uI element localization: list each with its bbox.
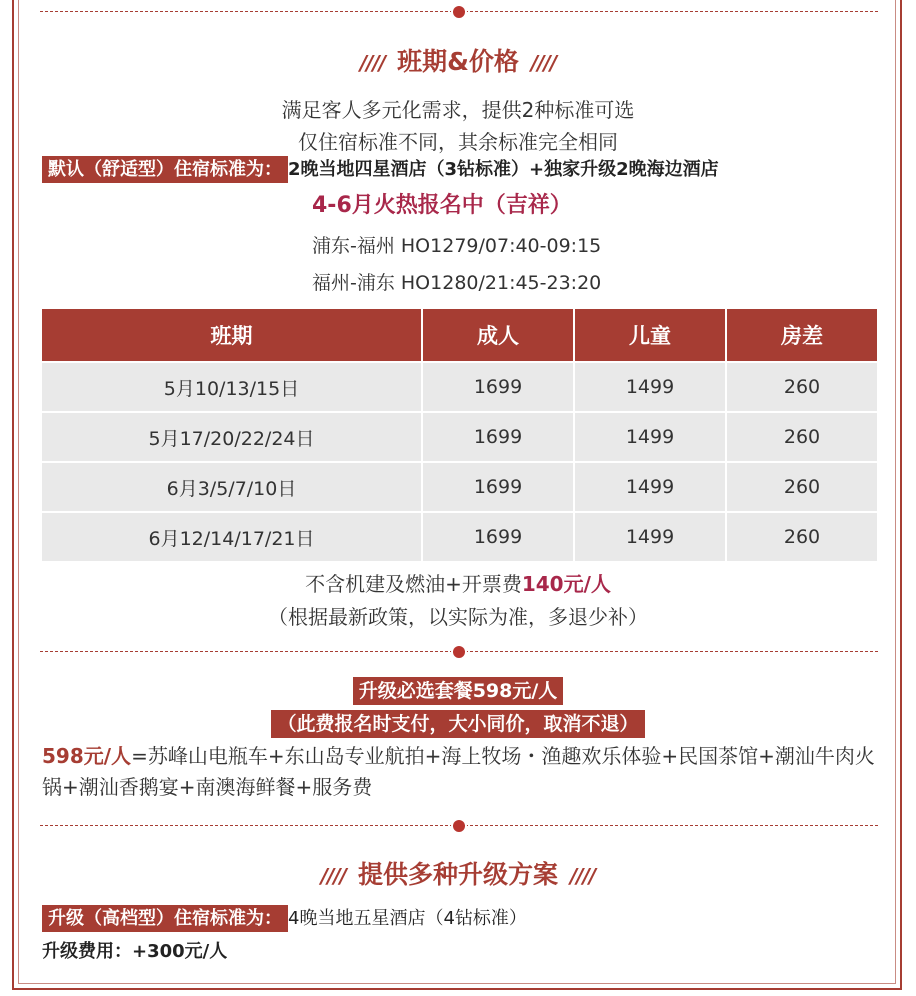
heading-text: 提供多种升级方案 xyxy=(357,860,558,889)
flight-outbound: 浦东-福州 HO1279/07:40-09:15 xyxy=(312,235,602,257)
lower-divider xyxy=(40,819,878,833)
cell-room-diff: 260 xyxy=(726,462,877,512)
cell-adult: 1699 xyxy=(422,412,574,462)
divider-dot-icon xyxy=(453,820,465,832)
cell-child: 1499 xyxy=(574,512,726,561)
table-row xyxy=(42,362,877,412)
cell-room-diff: 260 xyxy=(726,512,877,561)
header-date: 班期 xyxy=(42,309,422,362)
cell-room-diff: 260 xyxy=(726,412,877,462)
package-title: 升级必选套餐598元/人 xyxy=(353,677,564,705)
upgrade-standard-row xyxy=(42,904,527,932)
intro-line-2: 仅住宿标准不同，其余标准完全相同 xyxy=(298,130,618,154)
section-heading-schedule xyxy=(0,42,916,78)
cell-adult: 1699 xyxy=(422,462,574,512)
upgrade-standard-label: 升级（高档型）住宿标准为： xyxy=(42,905,288,932)
cell-child: 1499 xyxy=(574,362,726,412)
divider-dot-icon xyxy=(453,6,465,18)
package-subtitle: （此费报名时支付，大小同价，取消不退） xyxy=(271,710,644,738)
cell-room-diff: 260 xyxy=(726,362,877,412)
fee-note-price: 140元/人 xyxy=(521,572,611,596)
cell-adult: 1699 xyxy=(422,362,574,412)
header-child: 儿童 xyxy=(574,309,726,362)
top-divider xyxy=(40,5,878,19)
default-standard-text: 2晚当地四星酒店（3钻标准）+独家升级2晚海边酒店 xyxy=(288,159,719,180)
header-room-diff: 房差 xyxy=(726,309,877,362)
heading-text: 班期&价格 xyxy=(397,47,519,76)
slash-decoration-icon: //// xyxy=(570,864,596,888)
slash-decoration-icon: //// xyxy=(320,864,346,888)
cell-child: 1499 xyxy=(574,412,726,462)
package-content: =苏峰山电瓶车+东山岛专业航拍+海上牧场・渔趣欢乐体验+民国茶馆+潮汕牛肉火锅+潮汕香鹅宴+南澳海鲜餐+服务费 xyxy=(42,744,875,799)
package-price: 598元/人 xyxy=(42,744,132,768)
slash-decoration-icon: //// xyxy=(359,51,386,75)
fee-note-text: 不含机建及燃油+开票费 xyxy=(305,572,522,596)
package-subtitle-row xyxy=(0,710,916,738)
schedule-table xyxy=(42,309,877,561)
package-description xyxy=(42,741,882,803)
cell-child: 1499 xyxy=(574,462,726,512)
middle-divider xyxy=(40,645,878,659)
section-heading-upgrade xyxy=(0,855,916,891)
flight-return: 福州-浦东 HO1280/21:45-23:20 xyxy=(312,272,602,294)
cell-adult: 1699 xyxy=(422,512,574,561)
cell-date: 5月10/13/15日 xyxy=(42,362,422,412)
cell-date: 5月17/20/22/24日 xyxy=(42,412,422,462)
slash-decoration-icon: //// xyxy=(530,51,557,75)
promo-text: 4-6月火热报名中（吉祥） xyxy=(312,193,572,218)
divider-dot-icon xyxy=(453,646,465,658)
table-header-row xyxy=(42,309,877,362)
header-adult: 成人 xyxy=(422,309,574,362)
upgrade-standard-text: 4晚当地五星酒店（4钻标准） xyxy=(288,908,527,929)
upgrade-fee: 升级费用：+300元/人 xyxy=(42,941,228,962)
default-standard-row xyxy=(42,155,719,183)
default-standard-label: 默认（舒适型）住宿标准为： xyxy=(42,156,288,183)
table-row xyxy=(42,462,877,512)
table-row xyxy=(42,412,877,462)
intro-line-1: 满足客人多元化需求，提供2种标准可选 xyxy=(281,98,635,122)
fee-note xyxy=(0,568,916,597)
cell-date: 6月12/14/17/21日 xyxy=(42,512,422,561)
package-title-row xyxy=(0,677,916,705)
table-row xyxy=(42,512,877,561)
cell-date: 6月3/5/7/10日 xyxy=(42,462,422,512)
policy-note: （根据最新政策，以实际为准，多退少补） xyxy=(268,605,648,629)
